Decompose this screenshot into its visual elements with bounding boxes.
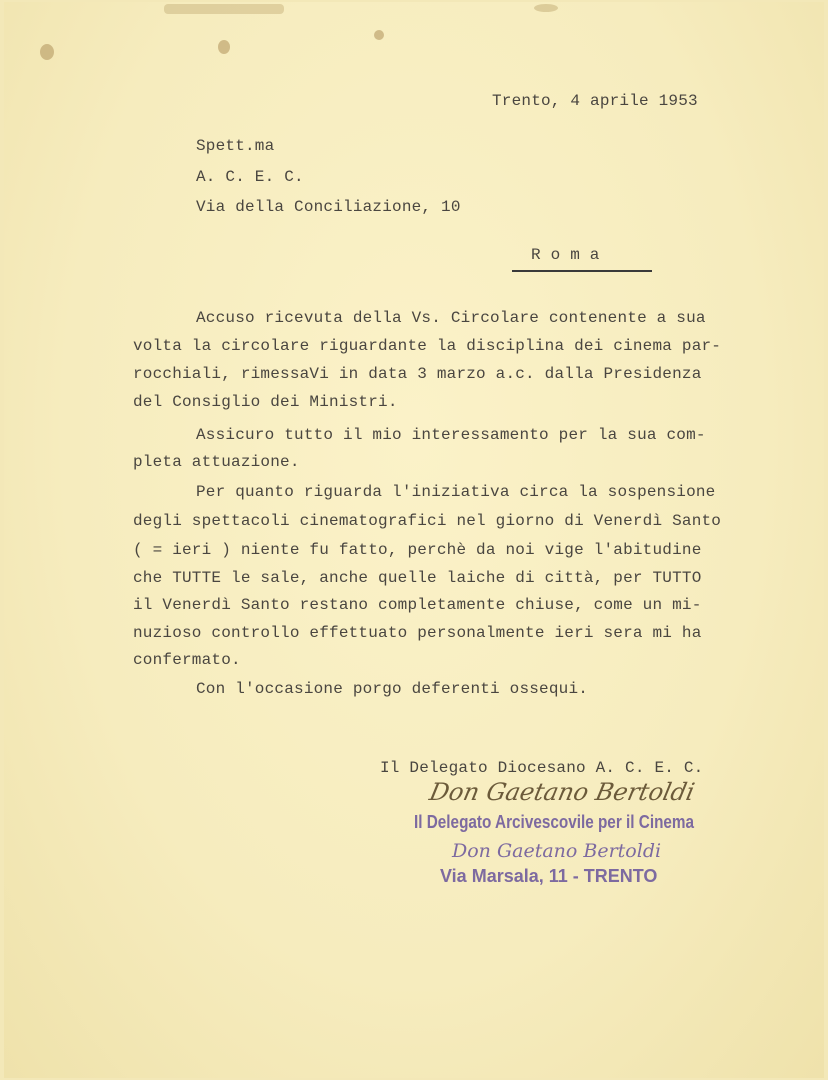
handwritten-signature: Don Gaetano Bertoldi: [427, 778, 698, 806]
letter-date: Trento, 4 aprile 1953: [492, 92, 698, 110]
stain: [534, 4, 558, 12]
body-line: ( = ieri ) niente fu fatto, perchè da noi vige l'abitudine: [133, 541, 702, 559]
body-line: Con l'occasione porgo deferenti ossequi.: [196, 680, 589, 698]
stain: [374, 30, 384, 40]
body-line: degli spettacoli cinematografici nel giorno di Venerdì Santo: [133, 512, 722, 530]
signature-title: Il Delegato Diocesano A. C. E. C.: [380, 759, 704, 777]
recipient-city: R o m a: [531, 246, 600, 264]
body-line: del Consiglio dei Ministri.: [133, 393, 398, 411]
stamp-line: Via Marsala, 11 - TRENTO: [440, 866, 658, 886]
body-line: pleta attuazione.: [133, 453, 300, 471]
stamp-line: Don Gaetano Bertoldi: [452, 840, 662, 862]
body-line: Assicuro tutto il mio interessamento per la sua com-: [196, 426, 706, 444]
stain: [40, 44, 54, 60]
body-line: Accuso ricevuta della Vs. Circolare contenente a sua: [196, 309, 706, 327]
letter-page: [4, 2, 824, 1078]
recipient-line: Spett.ma: [196, 137, 275, 155]
body-line: rocchiali, rimessaVi in data 3 marzo a.c. dalla Presidenza: [133, 365, 702, 383]
body-line: Per quanto riguarda l'iniziativa circa la sospensione: [196, 483, 716, 501]
recipient-line: A. C. E. C.: [196, 168, 304, 186]
body-line: nuzioso controllo effettuato personalmente ieri sera mi ha: [133, 624, 702, 642]
city-underline: [512, 270, 652, 272]
stain: [218, 40, 230, 54]
recipient-line: Via della Conciliazione, 10: [196, 198, 461, 216]
stamp-line: Il Delegato Arcivescovile per il Cinema: [414, 812, 695, 832]
stain: [164, 4, 284, 14]
body-line: il Venerdì Santo restano completamente chiuse, come un mi-: [133, 596, 702, 614]
body-line: volta la circolare riguardante la disciplina dei cinema par-: [133, 337, 722, 355]
body-line: confermato.: [133, 651, 241, 669]
body-line: che TUTTE le sale, anche quelle laiche di città, per TUTTO: [133, 569, 702, 587]
